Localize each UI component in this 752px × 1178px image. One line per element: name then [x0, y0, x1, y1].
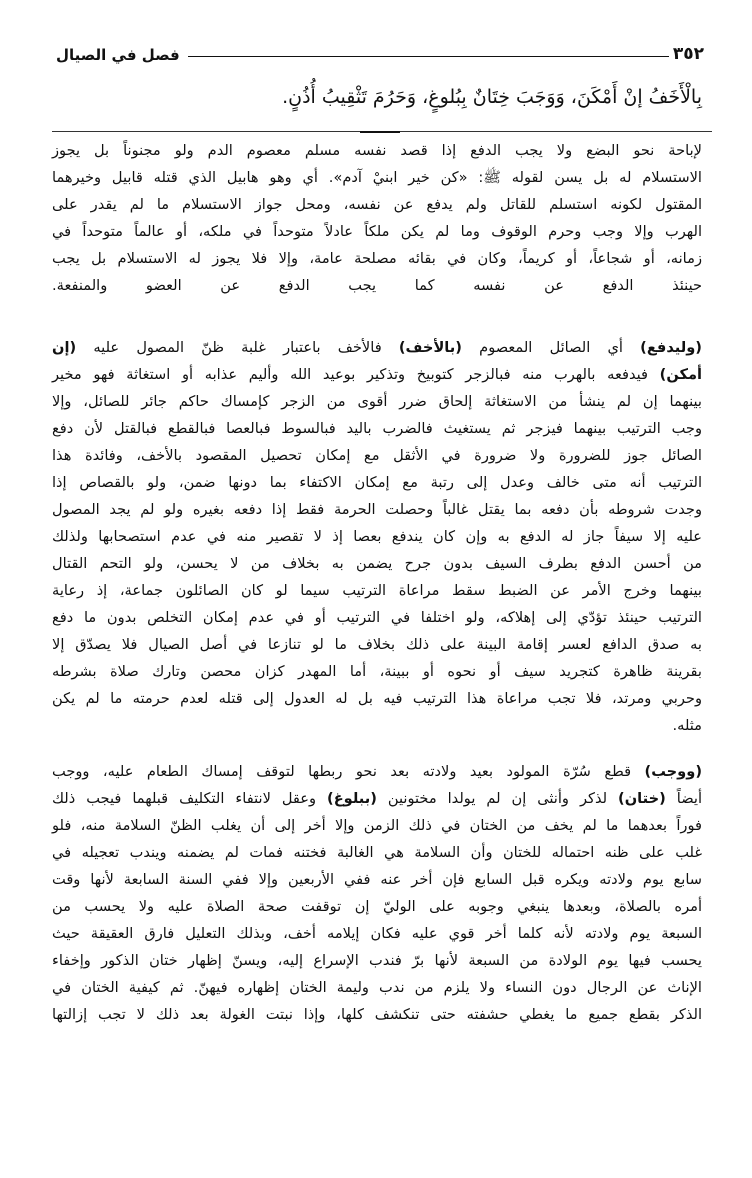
- text-segment: لإباحة نحو البضع ولا يجب الدفع إذا قصد نفسه مسلم معصوم الدم ولو مجنوناً بل يجوز: [52, 142, 702, 159]
- text-line: [52, 272, 702, 299]
- text-segment: الاستسلام له بل يسن لقوله ﷺ: «كن خير ابنيْ آدم». أي وهو هابيل الذي قتله قابيل وخيرهما: [52, 169, 702, 186]
- text-segment: زمانه، أو شجاعاً، أو كريماً، وكان في بقائه مصلحة عامة، وإلا فلا يجوز له الاستسلام بل يجب: [52, 250, 702, 267]
- text-segment: أمره بالصلاة، وبعدها ينبغي وجوبه على الوليّ إن توقفت صحة الصلاة عليه ولا يحسب من: [52, 898, 702, 915]
- text-line: [52, 920, 702, 947]
- bold-matn-term: أمكن): [659, 366, 702, 383]
- text-segment: وجب الترتيب بينهما فيزجر ثم يستغيث فالضرب باليد فبالسوط فبالعصا فبالقطع فبالقتل لأن دفع: [52, 420, 702, 437]
- bold-matn-term: (ختان): [618, 790, 666, 807]
- text-line: [52, 866, 702, 893]
- text-segment: به صدق الدافع لعسر إقامة البينة على ذلك بخلاف ما لو تنازعا في أصل الصيال فلا يصدّق إلا: [52, 636, 702, 653]
- header-rule: [188, 56, 669, 57]
- text-segment: عليه إلا سيفاً جاز له الدفع به وإن كان يندفع بعصا إذ لا تقصير منه في عدم استصحابها ولذلك: [52, 528, 702, 545]
- text-segment: وحربي ومرتد، فلا تجب مراعاة هذا الترتيب فيه بل له العدول إلى قتله لعدم حرمته ما لم يكن: [52, 690, 702, 707]
- text-line: [52, 334, 702, 361]
- chapter-title: فصل في الصيال: [56, 46, 180, 64]
- text-segment: أي الصائل المعصوم: [461, 339, 641, 356]
- text-segment: من أحسن الدفع بطرف السيف بدون جرح يضمن به بخلاف من لا يحسن، ولو التحم القتال: [52, 555, 702, 572]
- matn-text: بِالْأَخَفُ إنْ أَمْكَنَ، وَوَجَبَ خِتَانٌ بِبُلوغٍ، وَحَرُمَ تَثْقِيبُ أُذُنٍ.: [282, 86, 702, 108]
- bold-matn-term: (ببلوغ): [327, 790, 377, 807]
- running-header: [56, 36, 704, 64]
- text-segment: الذكر بقطع جميع ما يغطي حشفته حتى تنكشف كلها، وإذا نبتت الغولة بعد ذلك لا تجب إزالتها: [52, 1006, 702, 1023]
- text-segment: الإناث عن الرجال دون النساء ولا يلزم من ندب وليمة الختان إظهاره فيهنّ. ثم كيفية الختان في: [52, 979, 702, 996]
- text-segment: فوراً بعدهما ما لم يخف من الختان في ذلك الزمن وإلا أخر إلى أن يغلب الظنّ السلامة منه، فلو: [52, 817, 702, 834]
- text-line: [52, 137, 702, 164]
- text-line: [52, 361, 702, 388]
- text-segment: سابع يوم ولادته ويكره قبل السابع فإن أخر عنه ففي الأربعين وإلا ففي السنة السابعة لأنها وقت: [52, 871, 702, 888]
- text-line: [52, 1001, 702, 1028]
- page-number: ٣٥٢: [672, 44, 704, 64]
- text-line: [52, 685, 702, 712]
- text-segment: وعقل لانتفاء التكليف قبلهما فيجب ذلك: [52, 790, 328, 807]
- text-segment: الترتيب حينئذ تؤدّي إلى إهلاكه، ولو اختلفا في الترتيب أو في عدم إمكان التخلص بدون ما دفع: [52, 609, 702, 626]
- text-segment: المقتول لكونه استسلم للقاتل ولم يدفع عن نفسه، ومحل جواز الاستسلام ما لم يقدر على: [52, 196, 702, 213]
- text-segment: الصائل جوز للضرورة ولا ضرورة في الأثقل مع إمكان تحصيل المقصود بالأخف، وفائدة هذا: [52, 447, 702, 464]
- text-segment: حينئذ الدفع عن نفسه كما يجب الدفع عن العضو والمنفعة.: [52, 277, 702, 294]
- text-segment: الترتيب أنه متى خالف وعدل إلى رتبة مع إمكان الاكتفاء بما دونها ضمن، ولو بالقصاص إذا: [52, 474, 702, 491]
- bold-matn-term: (بالأخف): [398, 339, 462, 356]
- bold-matn-term: (ووجب): [644, 763, 702, 780]
- text-line: [52, 496, 702, 523]
- text-segment: السبعة يوم ولادته لأنه كلما أخر قوي عليه فكان إيلامه أخف، وبذلك التعليل فارق العقيقة حيث: [52, 925, 702, 942]
- text-segment: الهرب وإلا وجب وحرم الوقوف وما لم يكن ملكاً عادلاً متوحداً في ملكه، أو عالماً متوحداً في: [52, 223, 702, 240]
- text-segment: فالأخف باعتبار غلبة ظنّ المصول عليه: [76, 339, 399, 356]
- text-line: [52, 415, 702, 442]
- text-line: [52, 442, 702, 469]
- text-segment: يحسب فيها يوم الولادة من السبعة لأنها برّ فندب الإسراع إليه، ويسنّ إظهار ختان الذكور وإخفاء: [52, 952, 702, 969]
- text-line: [52, 758, 702, 785]
- bold-matn-term: (وليدفع): [640, 339, 702, 356]
- text-line: [52, 974, 702, 1001]
- text-line: [52, 604, 702, 631]
- text-line: [52, 577, 702, 604]
- bold-matn-term: (إن: [52, 339, 77, 356]
- text-segment: بقرينة ظاهرة كتجريد سيف أو نحوه أو ببينة، أما المهدر كزان محصن وتارك صلاة بشرطه: [52, 663, 702, 680]
- text-segment: لذكر وأنثى إن لم يولدا مختونين: [376, 790, 619, 807]
- text-line: [52, 839, 702, 866]
- text-line: [52, 812, 702, 839]
- text-line: [52, 164, 702, 191]
- text-line: [52, 550, 702, 577]
- text-line: [52, 947, 702, 974]
- text-line: [52, 469, 702, 496]
- text-line: [52, 388, 702, 415]
- text-line: [52, 523, 702, 550]
- text-segment: قطع سُرّة المولود بعيد ولادته بعد نحو ربطها لتوقف إمساك الطعام عليه، ووجب: [52, 763, 645, 780]
- text-segment: فيدفعه بالهرب منه فبالزجر كتوبيخ وتذكير بوعيد الله وأليم عذابه أو استغاثة فهو مخير: [52, 366, 660, 383]
- text-segment: بينهما وخرج الأمر عن الضبط سقط مراعاة الترتيب سيما لو كان الصائلون جماعة، إذ رعاية: [52, 582, 702, 599]
- text-segment: أيضاً: [665, 790, 703, 807]
- text-line: [52, 658, 702, 685]
- text-segment: بينهما إن لم ينشأ من الاستغاثة إلحاق ضرر أقوى من الزجر كإمساك حاكم جائر للصائل، وإلا: [52, 393, 702, 410]
- text-segment: غلب على ظنه احتماله للختان وأن السلامة هي الغالبة فختنه فمات لم يضمنه ويندب تعجيله في: [52, 844, 702, 861]
- text-line: [52, 785, 702, 812]
- commentary-paragraph: [52, 758, 702, 1028]
- separator-ornament: [360, 131, 400, 133]
- text-line: [52, 631, 702, 658]
- commentary-paragraph: [52, 334, 702, 739]
- text-segment: مثله.: [672, 717, 702, 734]
- text-line: [52, 218, 702, 245]
- text-line: [52, 712, 702, 739]
- text-line: [52, 191, 702, 218]
- text-line: [52, 245, 702, 272]
- text-line: [52, 893, 702, 920]
- text-segment: وجدت شروطه بأن دفعه بما يقتل غالباً وحصلت الحرمة فقط إذا دفعه بغيره ولو لم يجد المصول: [52, 501, 702, 518]
- commentary-paragraph: [52, 137, 702, 299]
